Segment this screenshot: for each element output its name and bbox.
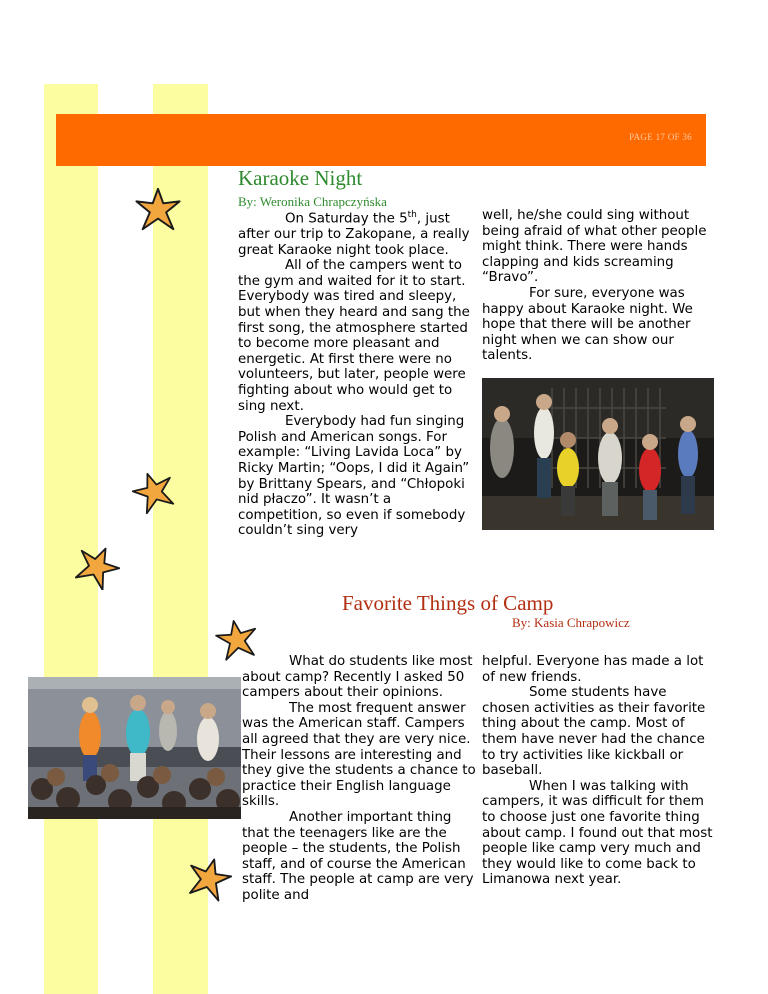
article-column xyxy=(242,654,478,904)
article-column xyxy=(482,654,714,888)
paragraph: Everybody had fun singing Polish and American songs. For example: “Living Lavida Loca” by Ricky Martin; “Oops, I did it Again” by Brittany Spears, and “Chłopoki nid płaczo”. It wasn’t a competition, so even if somebody couldn’t sing very xyxy=(238,414,470,539)
decorative-stripe-left xyxy=(44,84,98,994)
paragraph: The most frequent answer was the American staff. Campers all agreed that they are very nice. Their lessons are interesting and they give the students a chance to practice their English language skills. xyxy=(242,700,476,810)
starfish-icon xyxy=(74,544,120,590)
paragraph: Another important thing that the teenagers like are the people – the students, the Polish staff, and of course the American staff. The people at camp are very polite and xyxy=(242,809,474,903)
paragraph: well, he/she could sing without being afraid of what other people might think. There were hands clapping and kids screaming “Bravo”. xyxy=(482,208,707,286)
karaoke-photo xyxy=(482,378,714,530)
starfish-icon xyxy=(186,856,232,902)
article-title: Favorite Things of Camp xyxy=(342,591,554,615)
article-column xyxy=(482,208,714,364)
paragraph: All of the campers went to the gym and waited for it to start. Everybody was tired and sleepy, but when they heard and sang the first song, the atmosphere started to become more pleasant and energetic. At first there were no volunteers, but later, people were fighting about who would get to sing next. xyxy=(238,258,470,414)
article-byline: By: Kasia Chrapowicz xyxy=(512,615,630,630)
header-bar xyxy=(56,114,706,166)
paragraph: When I was talking with campers, it was difficult for them to choose just one favorite thing about camp. I found out that most people like camp very much and they would like to come back to Limanowa next year. xyxy=(482,778,713,888)
starfish-icon xyxy=(132,470,176,514)
article-title: Karaoke Night xyxy=(238,166,363,190)
paragraph: For sure, everyone was happy about Karaoke night. We hope that there will be another night when we can show our talents. xyxy=(482,285,693,364)
article-column xyxy=(238,208,476,539)
paragraph: On Saturday the 5th, just after our trip to Zakopane, a really great Karaoke night took place. xyxy=(238,210,470,258)
starfish-icon xyxy=(134,186,182,234)
article-byline: By: Weronika Chrapczyńska xyxy=(238,194,387,209)
paragraph: helpful. Everyone has made a lot of new friends. xyxy=(482,654,704,685)
paragraph: What do students like most about camp? Recently I asked 50 campers about their opinions. xyxy=(242,654,473,701)
page-number: PAGE 17 OF 36 xyxy=(629,132,692,142)
paragraph: Some students have chosen activities as their favorite thing about the camp. Most of them have never had the chance to try activities like kickball or baseball. xyxy=(482,685,706,779)
camp-photo xyxy=(28,677,241,819)
